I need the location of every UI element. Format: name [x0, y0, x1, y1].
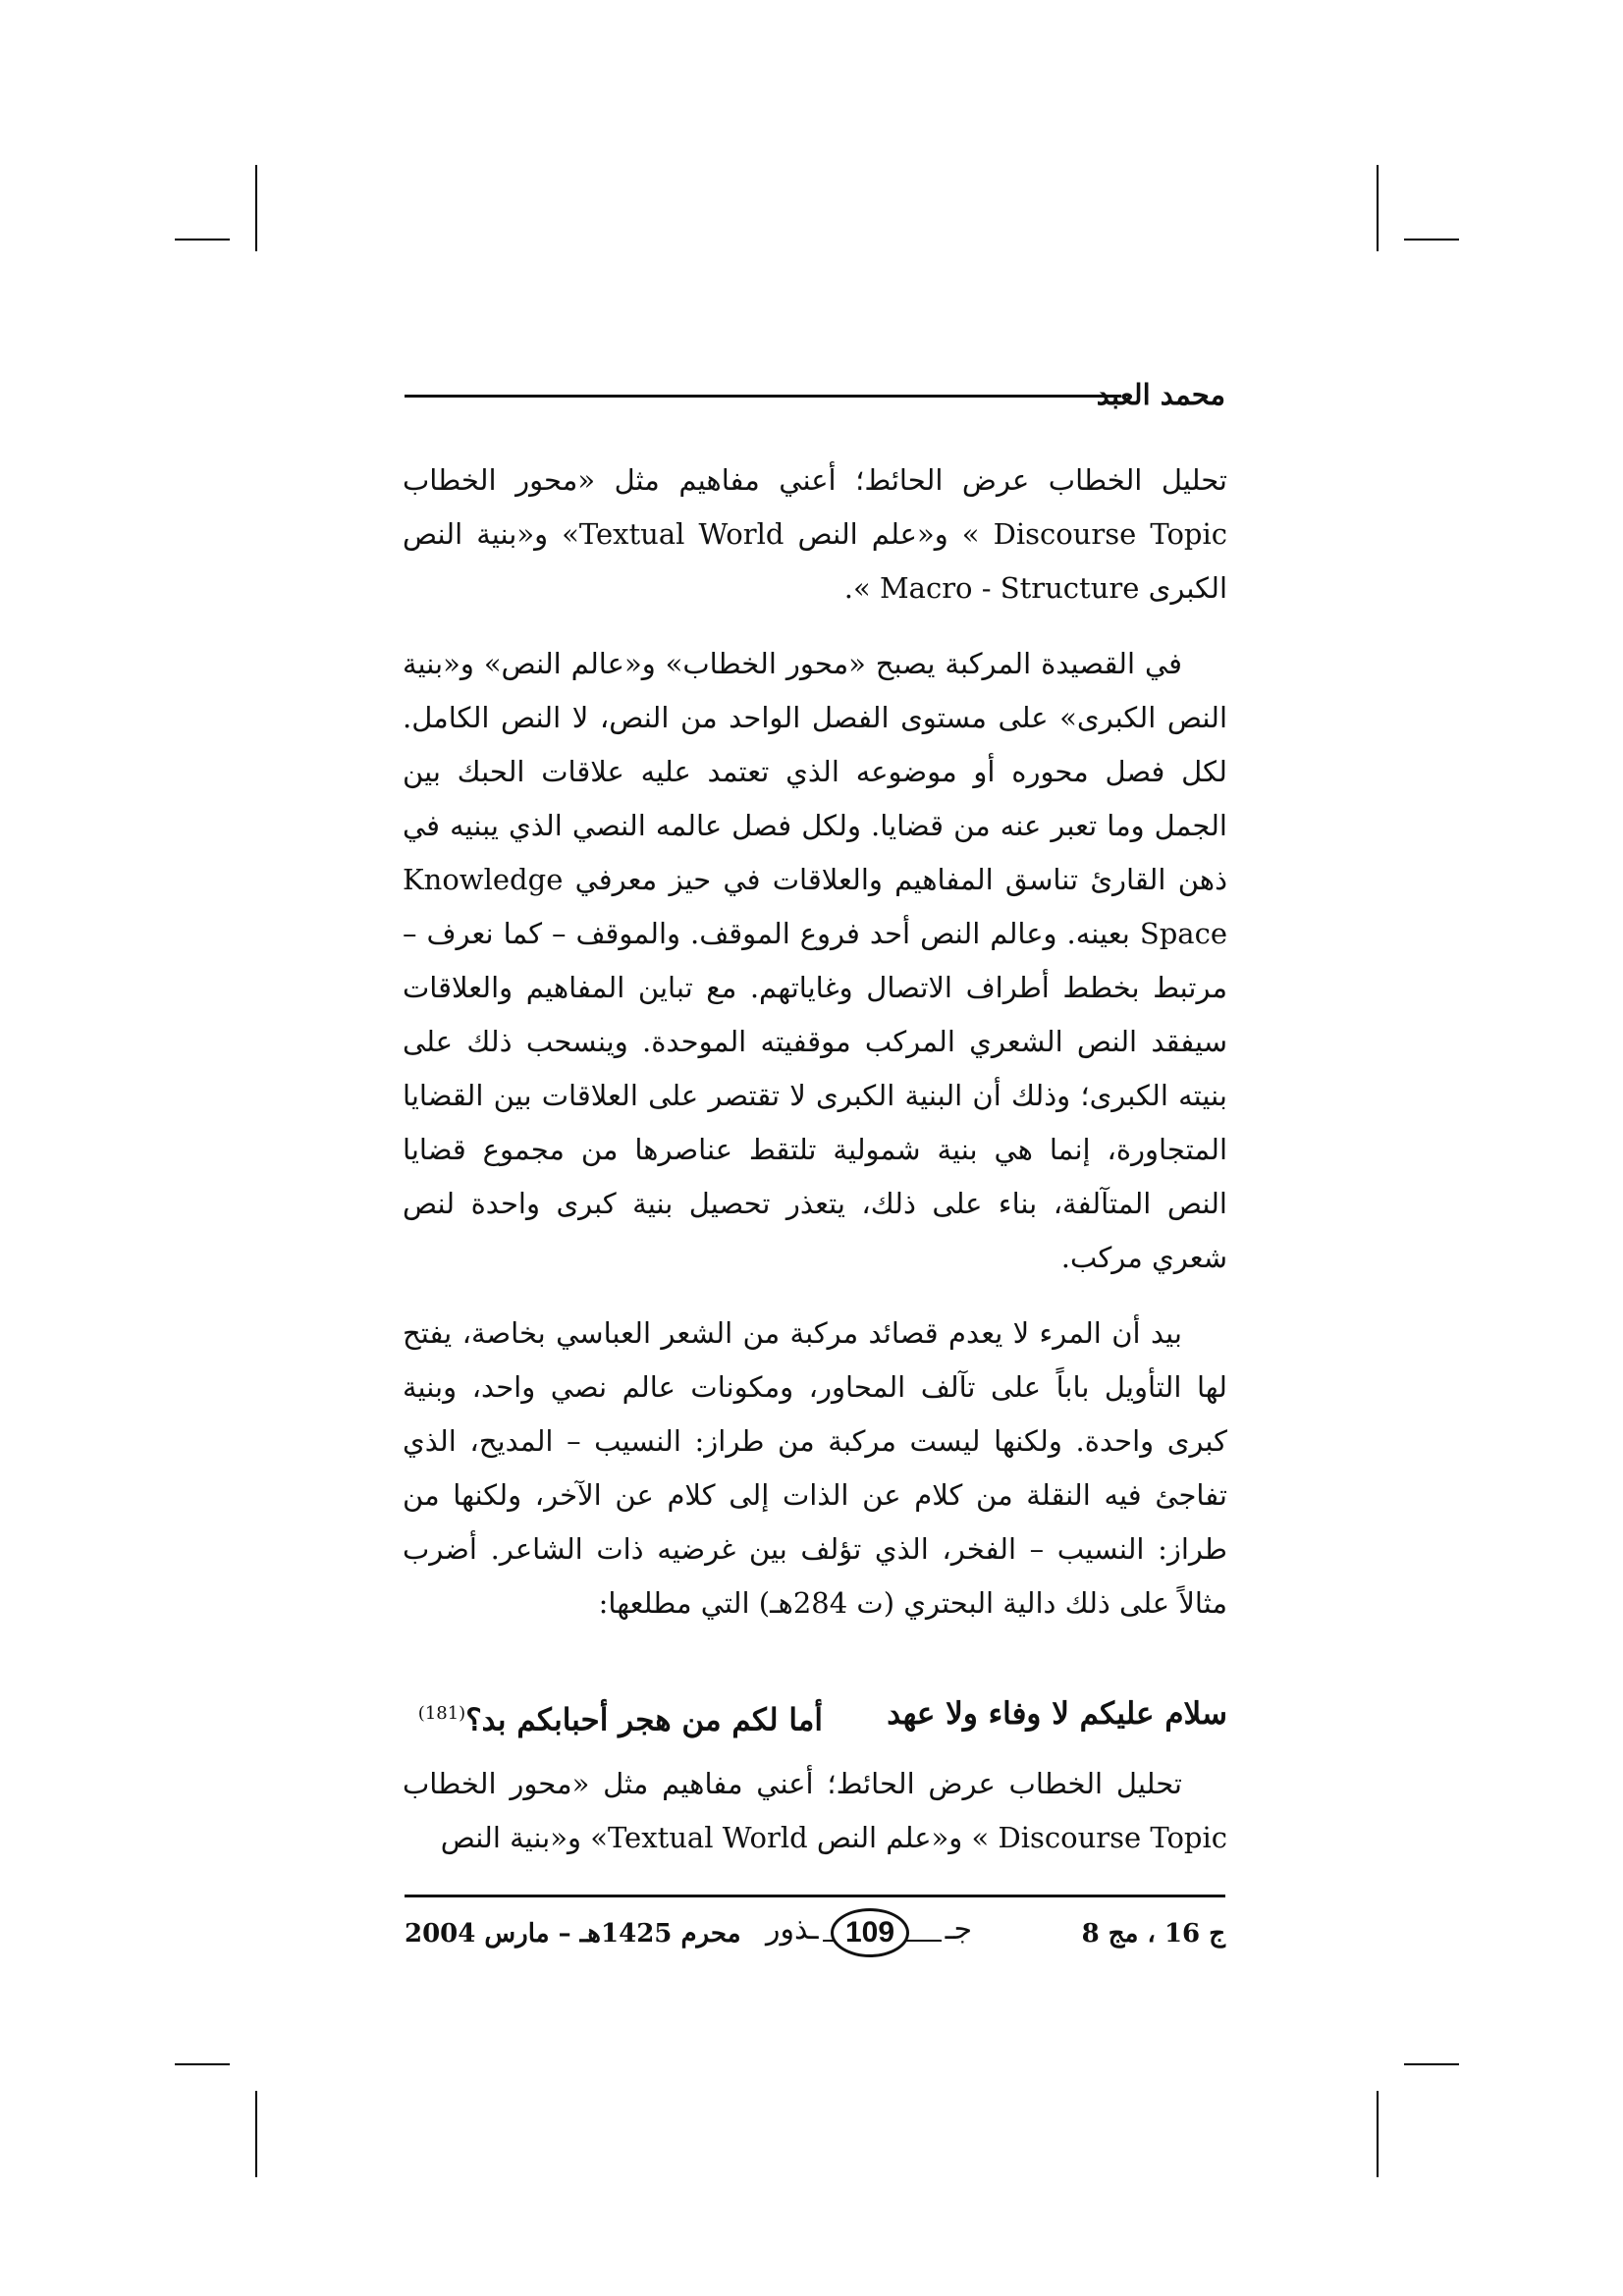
page-number: 109	[831, 1908, 909, 1957]
crop-mark	[1377, 2091, 1379, 2177]
article-body	[403, 454, 1227, 1652]
paragraph: تحليل الخطاب عرض الحائط؛ أعني مفاهيم مثل «محور الخطاب Discourse Topic » و«علم النص Textual World» و«بنية النص	[403, 1767, 1227, 1854]
header-rule	[405, 395, 1121, 398]
author-name: محمد العبد	[1096, 378, 1225, 411]
crop-mark	[175, 2063, 230, 2065]
paragraph: بيد أن المرء لا يعدم قصائد مركبة من الشعر العباسي بخاصة، يفتح لها التأويل باباً على تآلف المحاور، ومكونات عالم نصي واحد، وبنية كبرى واحدة. ولكنها ليست مركبة من طراز: النسيب – المديح، الذي تفاجئ فيه النقلة من كلام عن الذات إلى كلام عن الآخر، ولكنها من طراز: النسيب – الفخر، الذي تؤلف بين غرضيه ذات الشاعر. أضرب مثالاً على ذلك دالية البحتري (ت 284هـ) التي مطلعها:	[403, 1316, 1227, 1620]
article-body-continued	[403, 1757, 1227, 1879]
poem-verse	[403, 1686, 1227, 1741]
page-footer	[405, 1906, 1225, 1975]
crop-mark	[1377, 165, 1379, 251]
crop-mark	[175, 239, 230, 240]
crop-mark	[255, 165, 257, 251]
footnote-reference: (181)	[417, 1703, 466, 1724]
crop-mark	[1404, 239, 1459, 240]
journal-name-end: ـذور	[766, 1910, 823, 1949]
paragraph: تحليل الخطاب عرض الحائط؛ أعني مفاهيم مثل «محور الخطاب Discourse Topic » و«علم النص Textual World» و«بنية النص الكبرى Macro - Structure ».	[403, 463, 1227, 605]
journal-name-start: جـ	[942, 1910, 972, 1949]
running-header	[405, 373, 1225, 422]
crop-mark	[255, 2091, 257, 2177]
verse-second-hemistich	[418, 1686, 823, 1747]
issue-info: ج 16 ، مج 8	[1081, 1919, 1225, 1949]
verse-second-text: أما لكم من هجر أحبابكم بد؟	[465, 1702, 823, 1738]
verse-first-hemistich: سلام عليكم لا وفاء ولا عهد	[887, 1696, 1227, 1732]
crop-mark	[1404, 2063, 1459, 2065]
footer-rule	[405, 1895, 1225, 1897]
paragraph: في القصيدة المركبة يصبح «محور الخطاب» و«عالم النص» و«بنية النص الكبرى» على مستوى الفصل الواحد من النص، لا النص الكامل. لكل فصل محوره أو موضوعه الذي تعتمد عليه علاقات الحبك بين الجمل وما تعبر عنه من قضايا. ولكل فصل عالمه النصي الذي يبنيه في ذهن القارئ تناسق المفاهيم والعلاقات في حيز معرفي Knowledge Space بعينه. وعالم النص أحد فروع الموقف. والموقف – كما نعرف – مرتبط بخطط أطراف الاتصال وغاياتهم. مع تباين المفاهيم والعلاقات سيفقد النص الشعري المركب موقفيته الموحدة. وينسحب ذلك على بنيته الكبرى؛ وذلك أن البنية الكبرى لا تقتصر على العلاقات بين القضايا المتجاورة، إنما هي بنية شمولية تلتقط عناصرها من مجموع قضايا النص المتآلفة، بناء على ذلك، يتعذر تحصيل بنية كبرى واحدة لنص شعري مركب.	[403, 647, 1227, 1274]
journal-logo	[766, 1906, 972, 1965]
issue-date: محرم 1425هـ – مارس 2004	[405, 1919, 741, 1949]
